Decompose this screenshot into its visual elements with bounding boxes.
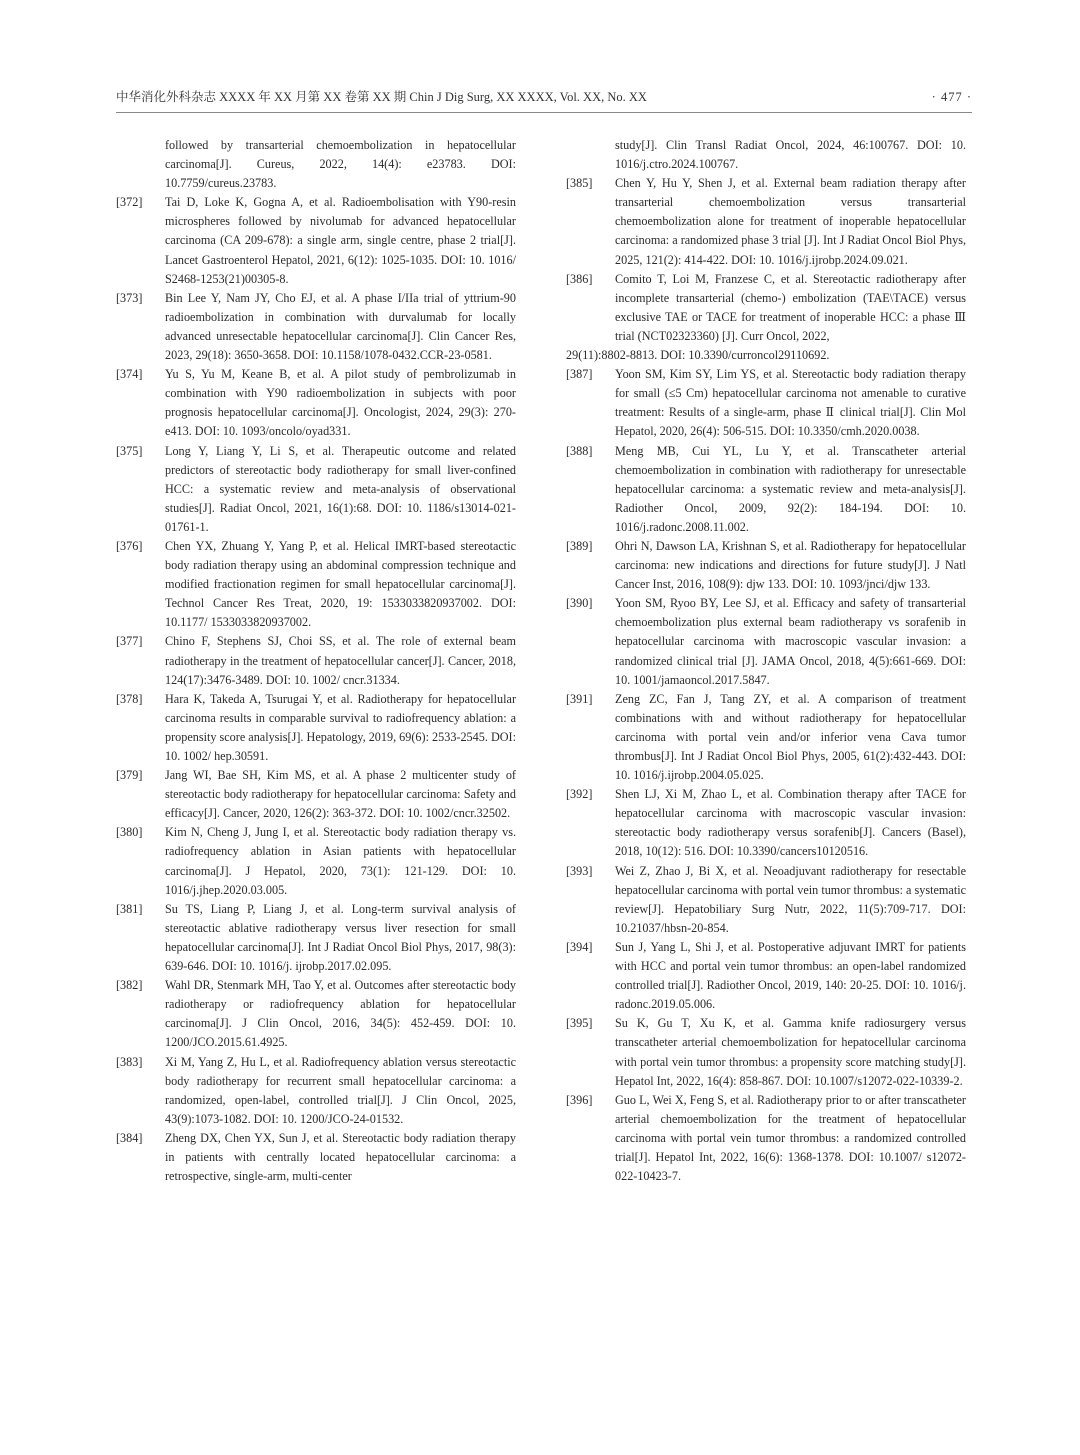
reference-text: Zheng DX, Chen YX, Sun J, et al. Stereotactic body radiation therapy in patients with centrally located hepatocellular carcinoma: a retrospective, single-arm, multi-center: [165, 1130, 516, 1184]
reference-number: [377]: [116, 634, 143, 649]
reference-number: [376]: [116, 538, 143, 553]
reference-item: [566, 1091, 966, 1186]
reference-text: Chen YX, Zhuang Y, Yang P, et al. Helical IMRT-based stereotactic body radiation therapy using an abdominal compression technique and modified fractionation regimen for small hepatocellular carcinoma[J]. Technol Cancer Res Treat, 2020, 19: 1533033820937002. DOI: 10.1177/ 1533033820937002.: [165, 538, 516, 630]
reference-item: [566, 594, 966, 689]
reference-number: [384]: [116, 1130, 143, 1145]
reference-item: [566, 1014, 966, 1090]
reference-text: Yoon SM, Kim SY, Lim YS, et al. Stereotactic body radiation therapy for small (≤5 Cm) hepatocellular carcinoma not amenable to curative treatment: Results of a single-arm, phase Ⅱ clinical trial[J]. Clin Mol Hepatol, 2020, 26(4): 506-515. DOI: 10.3350/cmh.2020.0038.: [615, 367, 966, 439]
reference-item: [566, 785, 966, 861]
reference-number: [390]: [566, 596, 593, 611]
reference-text: Zeng ZC, Fan J, Tang ZY, et al. A comparison of treatment combinations with and without radiotherapy for hepatocellular carcinoma with portal vein and/or inferior vena Cava tumor thrombus[J]. Int J Radiat Oncol Biol Phys, 2005, 61(2):432-443. DOI: 10. 1016/j.ijrobp.2004.05.025.: [615, 691, 966, 783]
reference-item: [116, 537, 516, 632]
reference-text: Hara K, Takeda A, Tsurugai Y, et al. Radiotherapy for hepatocellular carcinoma results in comparable survival to radiofrequency ablation: a propensity score analysis[J]. Hepatology, 2019, 69(6): 2533-2545. DOI: 10. 1002/ hep.30591.: [165, 691, 516, 763]
reference-text: Comito T, Loi M, Franzese C, et al. Stereotactic radiotherapy after incomplete transarterial (chemo-) embolization (TAE\TACE) versus exclusive TAE or TACE for treatment of inoperable HCC: a phase Ⅲ trial (NCT02323360) [J]. Curr Oncol, 2022,: [615, 271, 966, 343]
right-column: [566, 136, 966, 1186]
reference-text: Bin Lee Y, Nam JY, Cho EJ, et al. A phase I/IIa trial of yttrium-90 radioembolization in combination with durvalumab for locally advanced unresectable hepatocellular carcinoma[J]. Clin Cancer Res, 2023, 29(18): 3650-3658. DOI: 10.1158/1078-0432.CCR-23-0581.: [165, 290, 516, 363]
reference-number: [385]: [566, 176, 593, 191]
reference-item: [116, 900, 516, 976]
reference-number: [386]: [566, 271, 593, 286]
reference-continuation: study[J]. Clin Transl Radiat Oncol, 2024, 46:100767. DOI: 10. 1016/j.ctro.2024.100767.: [615, 138, 966, 172]
reference-text: Long Y, Liang Y, Li S, et al. Therapeutic outcome and related predictors of stereotactic body radiotherapy for small liver-confined HCC: a systematic review and meta-analysis of observational studies[J]. Radiat Oncol, 2021, 16(1):68. DOI: 10. 1186/s13014-021-01761-1.: [165, 443, 516, 534]
reference-item: [116, 1129, 516, 1186]
reference-item: [566, 862, 966, 938]
reference-number: [392]: [566, 787, 593, 802]
reference-item: [116, 632, 516, 689]
reference-item: [566, 270, 966, 346]
reference-item: [566, 537, 966, 594]
reference-number: [391]: [566, 691, 593, 706]
reference-number: [372]: [116, 195, 143, 210]
reference-number: [383]: [116, 1054, 143, 1069]
reference-item: [566, 442, 966, 537]
reference-text: Chen Y, Hu Y, Shen J, et al. External beam radiation therapy after transarterial chemoembolization versus transarterial chemoembolization alone for treatment of inoperable hepatocellular carcinoma: a randomized phase 3 trial [J]. Int J Radiat Oncol Biol Phys, 2025, 121(2): 414-422. DOI: 10. 1016/j.ijrobp.2024.09.021.: [615, 176, 966, 267]
reference-item: [566, 938, 966, 1014]
reference-item: [116, 442, 516, 537]
reference-item: [116, 766, 516, 823]
reference-item: [116, 289, 516, 365]
reference-number: [395]: [566, 1016, 593, 1031]
reference-item: [116, 193, 516, 288]
reference-item: [116, 823, 516, 899]
reference-item: [566, 690, 966, 785]
reference-text: Ohri N, Dawson LA, Krishnan S, et al. Radiotherapy for hepatocellular carcinoma: new indications and directions for future study[J]. J Natl Cancer Inst, 2016, 108(9): djw 133. DOI: 10. 1093/jnci/djw 133.: [615, 538, 966, 592]
reference-number: [378]: [116, 691, 143, 706]
reference-number: [382]: [116, 978, 143, 993]
reference-number: [375]: [116, 443, 143, 458]
reference-item: [116, 365, 516, 441]
reference-continuation: followed by transarterial chemoembolization in hepatocellular carcinoma[J]. Cureus, 2022, 14(4): e23783. DOI: 10.7759/cureus.23783.: [165, 138, 516, 191]
reference-number: [381]: [116, 901, 143, 916]
reference-text: Yu S, Yu M, Keane B, et al. A pilot study of pembrolizumab in combination with Y90 radioembolization in subjects with poor prognosis hepatocellular carcinoma[J]. Oncologist, 2024, 29(3): 270-e413. DOI: 10. 1093/oncolo/oyad331.: [165, 367, 516, 439]
reference-number: [393]: [566, 863, 593, 878]
reference-number: [396]: [566, 1092, 593, 1107]
reference-text: Guo L, Wei X, Feng S, et al. Radiotherapy prior to or after transcatheter arterial chemoembolization for the treatment of hepatocellular carcinoma with portal vein tumor thrombus: a randomized controlled trial[J]. Hepatol Int, 2022, 16(6): 1368-1378. DOI: 10.1007/ s12072-022-10423-7.: [615, 1092, 966, 1184]
journal-header-title: 中华消化外科杂志 XXXX 年 XX 月第 XX 卷第 XX 期 Chin J Dig Surg, XX XXXX, Vol. XX, No. XX: [116, 90, 647, 104]
header-divider: [116, 112, 972, 113]
reference-number: [373]: [116, 290, 143, 305]
reference-text: Su K, Gu T, Xu K, et al. Gamma knife radiosurgery versus transcatheter arterial chemoembolization for hepatocellular carcinoma with portal vein tumor thrombus: a propensity score matching study[J]. Hepatol Int, 2022, 16(4): 858-867. DOI: 10.1007/s12072-022-10339-2.: [615, 1016, 966, 1088]
reference-number: [379]: [116, 768, 143, 783]
reference-item: [566, 365, 966, 441]
reference-text: Chino F, Stephens SJ, Choi SS, et al. The role of external beam radiotherapy in the treatment of hepatocellular cancer[J]. Cancer, 2018, 124(17):3476-3489. DOI: 10. 1002/ cncr.31334.: [165, 634, 516, 687]
reference-number: [380]: [116, 825, 143, 840]
reference-text: Tai D, Loke K, Gogna A, et al. Radioembolisation with Y90-resin microspheres followed by nivolumab for advanced hepatocellular carcinoma (CA 209-678): a single arm, single centre, phase 2 trial[J]. Lancet Gastroenterol Hepatol, 2021, 6(12): 1025-1035. DOI: 10. 1016/ S2468-1253(21)00305-8.: [165, 195, 516, 286]
reference-text: Shen LJ, Xi M, Zhao L, et al. Combination therapy after TACE for hepatocellular carcinoma with macroscopic vascular invasion: stereotactic body radiotherapy versus sorafenib[J]. Cancers (Basel), 2018, 10(12): 516. DOI: 10.3390/cancers10120516.: [615, 787, 966, 859]
reference-text: Meng MB, Cui YL, Lu Y, et al. Transcatheter arterial chemoembolization in combination with radiotherapy for unresectable hepatocellular carcinoma: a systematic review and meta-analysis[J]. Radiother Oncol, 2009, 92(2): 184-194. DOI: 10. 1016/j.radonc.2008.11.002.: [615, 443, 966, 534]
reference-text: Su TS, Liang P, Liang J, et al. Long-term survival analysis of stereotactic ablative radiotherapy versus liver resection for small hepatocellular carcinoma[J]. Int J Radiat Oncol Biol Phys, 2017, 98(3): 639-646. DOI: 10. 1016/j. ijrobp.2017.02.095.: [165, 901, 516, 974]
running-header: [116, 86, 972, 108]
reference-text: Wei Z, Zhao J, Bi X, et al. Neoadjuvant radiotherapy for resectable hepatocellular carcinoma with portal vein tumor thrombus: a systematic review[J]. Hepatobiliary Surg Nutr, 2022, 11(5):709-717. DOI: 10.21037/hbsn-20-854.: [615, 863, 966, 935]
left-column: [116, 136, 516, 1186]
reference-item: [116, 1053, 516, 1129]
reference-text: Yoon SM, Ryoo BY, Lee SJ, et al. Efficacy and safety of transarterial chemoembolization plus external beam radiotherapy vs sorafenib in hepatocellular carcinoma with macroscopic vascular invasion: a randomized clinical trial [J]. JAMA Oncol, 2018, 4(5):661-669. DOI: 10. 1001/jamaoncol.2017.5847.: [615, 596, 966, 687]
reference-number: [388]: [566, 443, 593, 458]
reference-number: [387]: [566, 367, 593, 382]
page-number: · 477 ·: [931, 90, 972, 104]
reference-item: [116, 690, 516, 766]
reference-tail-line: 29(11):8802-8813. DOI: 10.3390/curroncol29110692.: [566, 348, 830, 363]
reference-number: [374]: [116, 367, 143, 382]
reference-item: [116, 976, 516, 1052]
reference-text: Wahl DR, Stenmark MH, Tao Y, et al. Outcomes after stereotactic body radiotherapy or radiofrequency ablation for hepatocellular carcinoma[J]. J Clin Oncol, 2016, 34(5): 452-459. DOI: 10. 1200/JCO.2015.61.4925.: [165, 978, 516, 1050]
reference-item: [566, 174, 966, 269]
reference-text: Kim N, Cheng J, Jung I, et al. Stereotactic body radiation therapy vs. radiofrequency ablation in Asian patients with hepatocellular carcinoma[J]. J Hepatol, 2020, 73(1): 121-129. DOI: 10. 1016/j.jhep.2020.03.005.: [165, 825, 516, 897]
reference-number: [394]: [566, 939, 593, 954]
reference-number: [389]: [566, 538, 593, 553]
reference-text: Sun J, Yang L, Shi J, et al. Postoperative adjuvant IMRT for patients with HCC and portal vein tumor thrombus: an open-label randomized controlled trial[J]. Radiother Oncol, 2019, 140: 20-25. DOI: 10. 1016/j. radonc.2019.05.006.: [615, 939, 966, 1012]
reference-text: Jang WI, Bae SH, Kim MS, et al. A phase 2 multicenter study of stereotactic body radiotherapy for hepatocellular carcinoma: Safety and efficacy[J]. Cancer, 2020, 126(2): 363-372. DOI: 10. 1002/cncr.32502.: [165, 768, 516, 821]
reference-text: Xi M, Yang Z, Hu L, et al. Radiofrequency ablation versus stereotactic body radiotherapy for recurrent small hepatocellular carcinoma: a randomized, open-label, controlled trial[J]. J Clin Oncol, 2025, 43(9):1073-1082. DOI: 10. 1200/JCO-24-01532.: [165, 1054, 516, 1126]
